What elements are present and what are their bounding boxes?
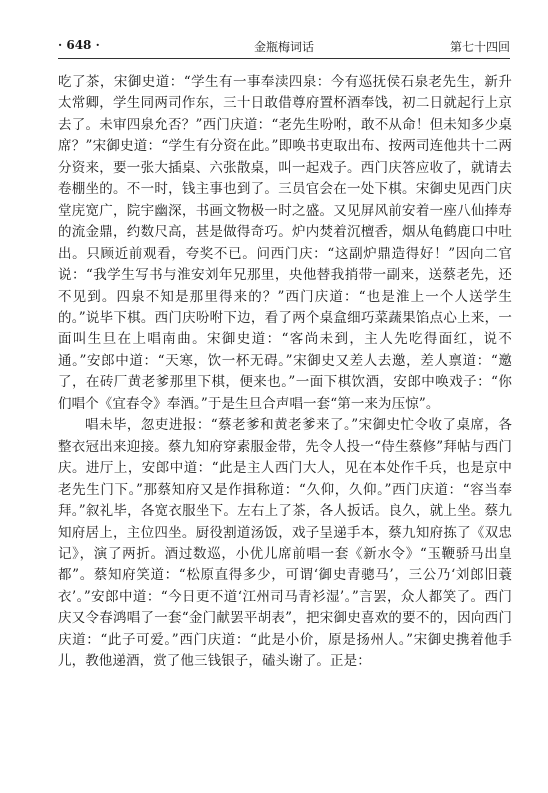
paragraph-1: 吃了茶，宋御史道：“学生有一事奉渎四泉：今有巡抚侯石泉老先生，新升太常卿，学生同两司作东，三十日敢借尊府置杯酒奉饯，初二日就起行上京去了。未审四泉允否？”西门庆道：“老先生吩咐，敢不从命！但未知多少桌席？”宋御史道：“学生有分资在此。”即唤书吏取出布、按两司连他共十二两分资来，要一张大插桌、六张散桌，叫一起戏子。西门庆答应收了，就请去卷棚坐的。不一时，钱主事也到了。三员官会在一处下棋。宋御史见西门庆堂庑宽广，院宇幽深，书画文物极一时之盛。又见屏风前安着一座八仙捧寿的流金鼎，约数尺高，甚是做得奇巧。炉内焚着沉檀香，烟从龟鹤鹿口中吐出。只顾近前观看，夸奖不已。问西门庆：“这副炉鼎造得好！”因向二官说：“我学生写书与淮安刘年兄那里，央他替我捎带一副来，送蔡老先，还不见到。四泉不知是那里得来的？”西门庆道：“也是淮上一个人送学生的。”说毕下棋。西门庆吩咐下边，看了两个桌盒细巧菜蔬果馅点心上来，一面叫生旦在上唱南曲。宋御史道：“客尚未到，主人先吃得面红，说不通。”安郎中道：“天寒，饮一杯无碍。”宋御史又差人去邀，差人禀道：“邀了，在砖厂黄老爹那里下棋，便来也。”一面下棋饮酒，安郎中唤戏子：“你们唱个《宜春令》奉酒。”于是生旦合声唱一套“第一来为压惊”。 [58, 74, 512, 412]
chapter-title: 第七十四回 [449, 40, 510, 54]
page-number: · 648 · [58, 38, 100, 52]
body-text [58, 72, 512, 673]
book-title: 金瓶梅词话 [253, 40, 314, 54]
page-header [58, 36, 510, 59]
paragraph-2: 唱未毕，忽吏进报：“蔡老爹和黄老爹来了。”宋御史忙令收了桌席，各整衣冠出来迎接。蔡九知府穿素服金带，先令人投一“侍生蔡修”拜帖与西门庆。进厅上，安郎中道：“此是主人西门大人，见在本处作千兵，也是京中老先生门下。”那蔡知府又是作揖称道：“久仰，久仰。”西门庆道：“容当奉拜。”叙礼毕，各宽衣服坐下。左右上了茶，各人扳话。良久，就上坐。蔡九知府居上，主位四坐。厨役割道汤饭，戏子呈递手本，蔡九知府拣了《双忠记》，演了两折。酒过数巡，小优儿席前唱一套《新水令》“玉鞭骄马出皇都”。蔡知府笑道：“松原直得多少，可谓‘御史青骢马’，三公乃‘刘郎旧蓑衣’。”安郎中道：“今日更不道‘江州司马青衫湿’。”言罢，众人都笑了。西门庆又令春鸿唱了一套“金门献罢平胡表”，把宋御史喜欢的要不的，因向西门庆道：“此子可爱。”西门庆道：“此是小价，原是扬州人。”宋御史携着他手儿，教他递酒，赏了他三钱银子，磕头谢了。正是： [58, 417, 512, 670]
